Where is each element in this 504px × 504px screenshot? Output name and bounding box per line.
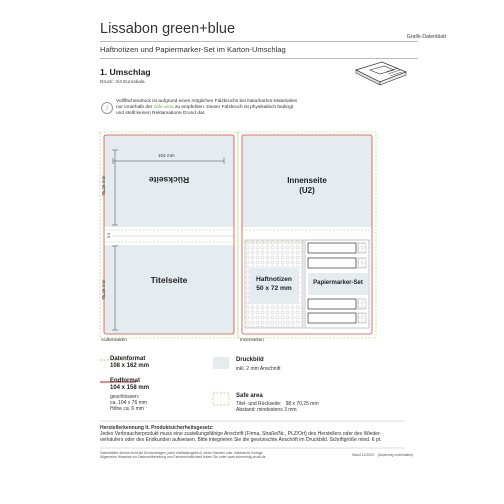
height-dimension-bottom: 76,25 mm: [101, 279, 106, 300]
safe-area-highlight: safe area: [153, 105, 174, 111]
outside-caption: Außenseiten: [101, 337, 127, 342]
page-subtitle: Haftnotizen und Papiermarker-Set im Karton-Umschlag: [100, 45, 286, 54]
info-icon: i: [101, 102, 113, 114]
sticky-notes-label: Haftnotizen: [256, 276, 292, 283]
legend-safe-area: Safe area Titel- und Rückseite: 98 x 70,25 mm Abstand: mindestens 3 mm: [236, 393, 319, 414]
sticky-notes-size: 50 x 72 mm: [256, 285, 292, 292]
fold-note: Vollflächendruck ist aufgrund eines möglichen Falzbruchs bei Naturkarton-Materialien nur innerhalb der safe area zu empfehlen. Dieser Falzbruch ist physikalisch bedingt und stellt keinen Reklamations-Grund dar.: [116, 99, 298, 117]
legend-data-format: Datenformat 108 x 162 mm: [110, 356, 150, 369]
front-side-label: Titelseite: [150, 275, 188, 285]
page-title: Lissabon green+blue: [100, 21, 236, 37]
fine-print: Datenblätter dienen nicht als Druckvorlagen (nicht maßstabsgetreu), siehe Stanzen oder Vollansicht-Vorlage Allgemeine Hinweise zur Datenaufbereitung und Farbverbindlichkeit finden Sie unter www.sohnerfolg-druck.de: [100, 451, 266, 459]
inner-side-label: Innenseite: [287, 176, 327, 185]
back-side-label: Rückseite: [148, 175, 190, 185]
revision-stamp: Stand 11/2023 (Änderung vorbehalten): [352, 453, 414, 457]
legend-final-format: Endformat 104 x 158 mm geschlossen: ca. 104 x 76 mm Höhe ca. 6 mm: [110, 378, 150, 413]
inner-side-sub-label: (U2): [299, 186, 315, 195]
print-spec: Druck: 4/4 Euroskala: [100, 80, 145, 85]
gap-dimension: 5,5: [107, 232, 111, 238]
sheet-type: Grafik-Datenblatt: [406, 34, 446, 40]
legend-print-area: Druckbild inkl. 2 mm Anschnitt: [236, 357, 281, 372]
section-heading: 1. Umschlag: [100, 67, 151, 77]
height-dimension-top: 76,25 mm: [101, 175, 106, 196]
width-dimension: 104 mm: [158, 153, 175, 158]
inside-caption: Innenseiten: [240, 337, 264, 342]
paper-marker-label: Papiermarker-Set: [313, 280, 363, 286]
manufacturer-notice: Herstellerkennung lt. Produktsicherheitsgesetz: Jedes Verbraucherprodukt muss eine zustellungsfähige Anschrift (Firma, Straße/Nr., PLZ/Ort) des Herstellers oder des Wieder- verkäufers oder des Endkunden aufweisen. Bitte integrieren Sie die gewünschte Anschrift im Druckbild. Schriftgröße mind. 6 pt.: [100, 425, 382, 444]
